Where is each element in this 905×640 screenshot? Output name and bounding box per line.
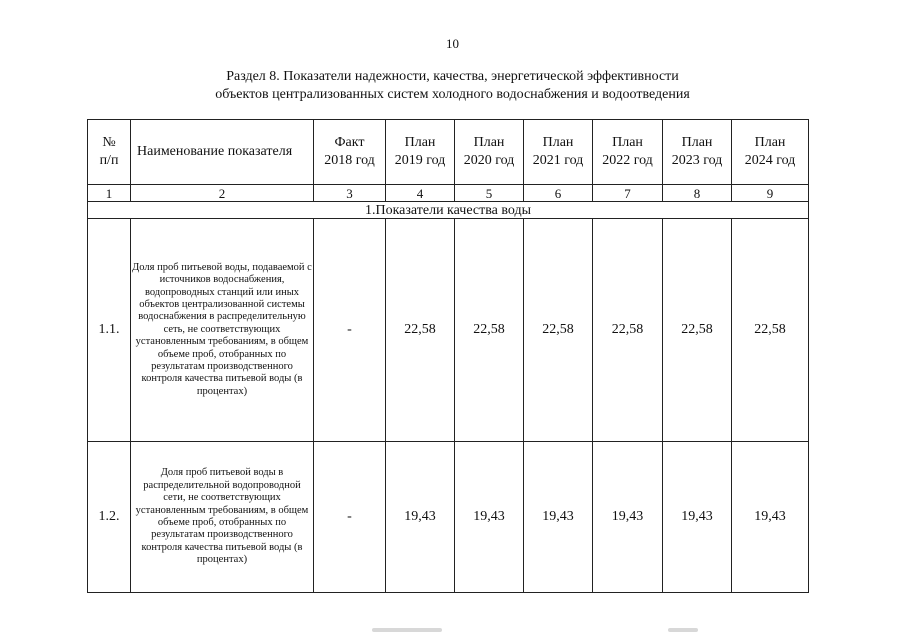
header-no-line-1: № bbox=[102, 135, 116, 150]
header-col-line-1: План bbox=[681, 135, 713, 150]
header-col-line-2: 2019 год bbox=[394, 153, 446, 168]
indicator-name: Доля проб питьевой воды в распределительной водопроводной сети, не соответствующих установленным требованиям, в общем объеме проб, отобранных по результатам производственного контроля качества питьевой воды (в процентах) bbox=[131, 442, 314, 593]
header-plan-2023 bbox=[663, 120, 732, 185]
value-cell: 22,58 bbox=[593, 219, 663, 442]
value-cell: - bbox=[314, 219, 386, 442]
header-plan-2020 bbox=[455, 120, 524, 185]
value-cell: 22,58 bbox=[524, 219, 593, 442]
header-no-line-2: п/п bbox=[99, 153, 119, 168]
section-title bbox=[0, 68, 905, 104]
column-number: 9 bbox=[732, 185, 809, 202]
section-title-line-2: объектов централизованных систем холодного водоснабжения и водоотведения bbox=[215, 87, 690, 102]
header-col-line-1: Факт bbox=[334, 135, 365, 150]
column-number: 8 bbox=[663, 185, 732, 202]
header-col-line-1: План bbox=[612, 135, 643, 150]
section-heading: 1.Показатели качества воды bbox=[88, 202, 809, 219]
value-cell: 22,58 bbox=[455, 219, 524, 442]
column-number: 1 bbox=[88, 185, 131, 202]
value-cell: 19,43 bbox=[524, 442, 593, 593]
column-number: 5 bbox=[455, 185, 524, 202]
value-cell: 22,58 bbox=[663, 219, 732, 442]
header-col-line-2: 2018 год bbox=[324, 153, 375, 168]
scan-artifact bbox=[372, 628, 442, 632]
header-col-line-2: 2021 год bbox=[532, 153, 584, 168]
header-plan-2021 bbox=[524, 120, 593, 185]
header-col-line-1: План bbox=[473, 135, 505, 150]
header-indicator-name: Наименование показателя bbox=[131, 120, 314, 185]
header-fact-2018 bbox=[314, 120, 386, 185]
value-cell: 19,43 bbox=[455, 442, 524, 593]
header-no bbox=[88, 120, 131, 185]
value-cell: 22,58 bbox=[732, 219, 809, 442]
value-cell: 22,58 bbox=[386, 219, 455, 442]
header-col-line-2: 2024 год bbox=[744, 153, 796, 168]
value-cell: 19,43 bbox=[386, 442, 455, 593]
page-number: 10 bbox=[446, 36, 459, 51]
header-col-line-1: План bbox=[542, 135, 574, 150]
column-number: 7 bbox=[593, 185, 663, 202]
table-row bbox=[88, 219, 809, 442]
header-col-line-2: 2022 год bbox=[602, 153, 653, 168]
column-number: 6 bbox=[524, 185, 593, 202]
column-number: 2 bbox=[131, 185, 314, 202]
header-plan-2019 bbox=[386, 120, 455, 185]
indicators-table bbox=[87, 119, 809, 593]
row-number: 1.1. bbox=[88, 219, 131, 442]
header-plan-2024 bbox=[732, 120, 809, 185]
value-cell: 19,43 bbox=[732, 442, 809, 593]
row-number: 1.2. bbox=[88, 442, 131, 593]
column-number: 3 bbox=[314, 185, 386, 202]
value-cell: 19,43 bbox=[663, 442, 732, 593]
header-col-line-1: План bbox=[404, 135, 436, 150]
section-title-line-1: Раздел 8. Показатели надежности, качества, энергетической эффективности bbox=[226, 69, 679, 84]
scan-artifact bbox=[668, 628, 698, 632]
value-cell: 19,43 bbox=[593, 442, 663, 593]
column-number: 4 bbox=[386, 185, 455, 202]
column-number-row bbox=[88, 185, 809, 202]
indicator-name: Доля проб питьевой воды, подаваемой с источников водоснабжения, водопроводных станций или иных объектов централизованной системы водоснабжения в распределительную сеть, не соответствующих установленным требованиям, в общем объеме проб, отобранных по результатам производственного контроля качества питьевой воды (в процентах) bbox=[131, 219, 314, 442]
header-col-line-2: 2020 год bbox=[463, 153, 515, 168]
header-col-line-2: 2023 год bbox=[671, 153, 723, 168]
value-cell: - bbox=[314, 442, 386, 593]
table-header-row bbox=[88, 120, 809, 185]
table-row bbox=[88, 442, 809, 593]
section-heading-row bbox=[88, 202, 809, 219]
header-plan-2022 bbox=[593, 120, 663, 185]
header-col-line-1: План bbox=[754, 135, 786, 150]
